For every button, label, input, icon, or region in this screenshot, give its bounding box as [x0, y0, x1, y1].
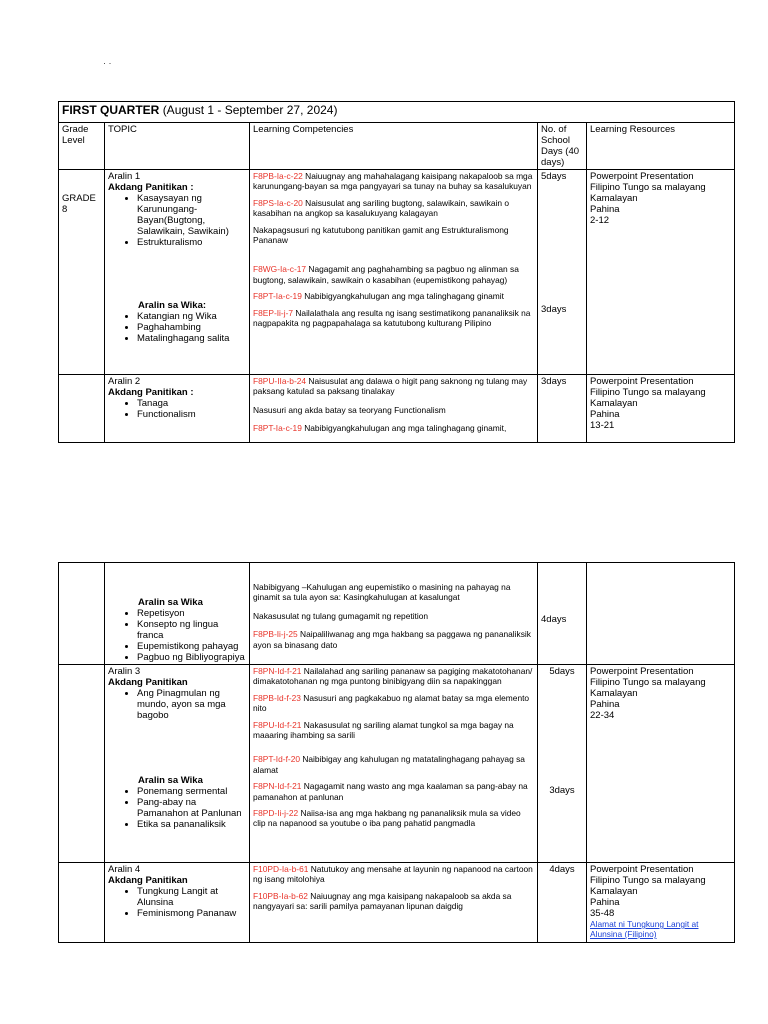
competencies-cell	[250, 665, 538, 863]
competency-text: Natutukoy ang mensahe at layunin ng napanood na cartoon ng isang mitolohiya	[253, 864, 533, 885]
panitikan-list	[108, 886, 246, 919]
resource-line: Filipino Tungo sa malayang Kamalayan	[590, 875, 706, 897]
list-item: • Matalinghagang salita	[137, 333, 246, 344]
competency-item	[253, 308, 534, 329]
quarter-label: FIRST QUARTER	[62, 103, 160, 117]
list-item: • Paghahambing	[137, 322, 246, 333]
competency-code: F8PU-IIa-b-24	[253, 376, 307, 386]
resource-line: Pahina	[590, 699, 620, 710]
list-item: • Estrukturalismo	[137, 237, 246, 248]
days-cell	[538, 863, 587, 943]
days-value: 5days	[549, 666, 575, 677]
resources-cell	[587, 665, 735, 863]
days-value: 3days	[541, 376, 567, 387]
competency-text: Nagagamit nang wasto ang mga kaalaman sa pang-abay na pamanahon at panlunan	[253, 781, 528, 802]
panitikan-title: Akdang Panitikan	[108, 677, 188, 688]
resource-line: Powerpoint Presentation	[590, 864, 694, 875]
competency-text: Nasusuri ang pagkakabuo ng alamat batay sa mga elemento nito	[253, 692, 530, 714]
competency-item	[253, 423, 534, 433]
competency-item	[253, 582, 534, 603]
competency-code: F8PB-Ii-j-25	[253, 629, 298, 640]
resource-line: Powerpoint Presentation	[590, 376, 694, 387]
competency-item	[253, 720, 534, 741]
wika-list	[108, 786, 246, 830]
competency-code: F8PB-Ia-c-22	[253, 171, 303, 181]
resource-line: 13-21	[590, 420, 615, 431]
days-cell	[538, 563, 587, 665]
table-row	[59, 563, 735, 665]
topic-cell	[105, 563, 250, 665]
list-item: • Feminismong Pananaw	[137, 908, 246, 919]
competencies-cell	[250, 170, 538, 375]
competency-item	[253, 629, 534, 650]
list-item: • Eupemistikong pahayag	[137, 641, 246, 652]
competency-text: Nabibigyangkahulugan ang mga talinghagang ginamit	[301, 291, 504, 302]
quarter-title	[59, 102, 735, 123]
days-cell	[538, 665, 587, 863]
table-row	[59, 170, 735, 375]
video-link[interactable]: Alamat ni Tungkung Langit at Alunsina (Filipino)	[590, 919, 699, 939]
resource-line: Pahina	[590, 204, 620, 215]
resource-line: Powerpoint Presentation	[590, 171, 694, 182]
panitikan-title: Akdang Panitikan	[108, 875, 188, 886]
competency-text: Naipaliliwanag ang mga hakbang sa paggawa ng pananaliksik ayon sa binasang dato	[253, 629, 531, 650]
panitikan-list	[108, 688, 246, 721]
resources-cell	[587, 375, 735, 443]
list-item: • Konsepto ng lingua franca	[137, 619, 246, 641]
resource-line: 35-48	[590, 908, 615, 919]
header-topic: TOPIC	[105, 123, 250, 170]
competency-item	[253, 264, 534, 285]
competency-text: Naisusulat ang dalawa o higit pang saknong ng tulang may paksang katulad sa paksang tinalakay	[253, 376, 528, 397]
competency-code: F10PD-Ia-b-61	[253, 864, 309, 874]
competency-text: Nakapagsusuri ng katutubong panitikan gamit ang Estrukturalismong Pananaw	[253, 224, 509, 246]
competency-code: F8WG-Ia-c-17	[253, 264, 307, 275]
grade-label: GRADE 8	[62, 193, 96, 215]
stray-mark: · ·	[103, 58, 112, 68]
competency-text: Nakasusulat ng sariling alamat tungkol sa mga bagay na maaaring ihambing sa sarili	[253, 719, 514, 741]
resource-line: Filipino Tungo sa malayang Kamalayan	[590, 182, 706, 204]
list-item: • Pang-abay na Pamanahon at Panlunan	[137, 797, 246, 819]
competency-item	[253, 781, 534, 802]
resource-line: Pahina	[590, 409, 620, 420]
competency-item	[253, 225, 534, 246]
competency-text: Naiuugnay ang mga kaisipang nakapaloob sa akda sa nangyayari sa: sarili pamilya pamayanan lipunan daigdig	[253, 890, 512, 912]
days-value: 5days	[541, 171, 567, 182]
competency-text: Naibibigay ang kahulugan ng matatalinghagang pahayag sa alamat	[253, 754, 525, 775]
competency-code: F8PU-Id-f-21	[253, 719, 302, 730]
competency-code: F8EP-Ii-j-7	[253, 307, 294, 318]
competency-item	[253, 198, 534, 219]
list-item: • Tungkung Langit at Alunsina	[137, 886, 246, 908]
days-value: 3days	[549, 785, 575, 796]
competency-item	[253, 864, 534, 885]
resource-line: 22-34	[590, 710, 615, 721]
competency-item	[253, 808, 534, 829]
competency-item	[253, 405, 534, 415]
list-item: • Etika sa pananaliksik	[137, 819, 246, 830]
quarter-header-row	[59, 102, 735, 123]
days-cell	[538, 170, 587, 375]
resource-line: Filipino Tungo sa malayang Kamalayan	[590, 387, 706, 409]
grade-cell	[59, 563, 105, 665]
resource-line: Filipino Tungo sa malayang Kamalayan	[590, 677, 706, 699]
header-resources: Learning Resources	[587, 123, 735, 170]
header-competencies: Learning Competencies	[250, 123, 538, 170]
days-value: 4days	[549, 864, 575, 875]
competency-text: Nailalathala ang resulta ng isang sestimatikong pananaliksik na nagpapakita ng pagpapahalaga sa katutubong kulturang Pilipino	[253, 307, 531, 329]
competency-item	[253, 666, 534, 687]
list-item: • Tanaga	[137, 398, 246, 409]
competency-code: F8PD-Ii-j-22	[253, 808, 299, 819]
aralin-label: Aralin 3	[108, 666, 141, 677]
resource-line: Powerpoint Presentation	[590, 666, 694, 677]
list-item: • Pagbuo ng Bibliyograpiya	[137, 652, 246, 663]
grade-cell	[59, 665, 105, 863]
resource-line: 2-12	[590, 215, 610, 226]
panitikan-list	[108, 193, 246, 248]
competency-code: F8PB-Id-f-23	[253, 692, 301, 703]
wika-title: Aralin sa Wika	[138, 775, 203, 786]
wika-title: Aralin sa Wika	[138, 597, 203, 608]
wika-list	[108, 608, 246, 663]
grade-cell	[59, 375, 105, 443]
header-days: No. of School Days (40 days)	[538, 123, 587, 170]
competency-text: Nabibigyangkahulugan ang mga talinghagang ginamit,	[301, 423, 507, 434]
competency-code: F8PS-Ia-c-20	[253, 197, 303, 208]
table-row	[59, 665, 735, 863]
competency-code: F10PB-Ia-b-62	[253, 890, 308, 901]
column-header-row	[59, 123, 735, 170]
wika-list	[108, 311, 246, 344]
competency-item	[253, 754, 534, 775]
competency-text: Naiuugnay ang mahahalagang kaisipang nakapaloob sa mga karunungang-bayan sa mga pangyayari sa tunay na buhay sa kasalukuyan	[253, 171, 533, 192]
panitikan-title: Akdang Panitikan :	[108, 387, 194, 398]
competency-item	[253, 891, 534, 912]
topic-cell	[105, 375, 250, 443]
competency-item	[253, 611, 534, 621]
competencies-cell	[250, 375, 538, 443]
competency-code: F8PN-Id-f-21	[253, 781, 302, 792]
competency-item	[253, 693, 534, 714]
list-item: • Ponemang sermental	[137, 786, 246, 797]
competencies-cell	[250, 863, 538, 943]
days-value: 3days	[541, 304, 567, 315]
list-item: • Kasaysayan ng Karunungang-Bayan(Bugtong, Salawikain, Sawikain)	[137, 193, 246, 237]
wika-title: Aralin sa Wika:	[138, 300, 207, 311]
resources-cell	[587, 563, 735, 665]
list-item: • Ang Pinagmulan ng mundo, ayon sa mga bagobo	[137, 688, 246, 721]
aralin-label: Aralin 1	[108, 171, 141, 182]
panitikan-list	[108, 398, 246, 420]
grade-cell	[59, 170, 105, 375]
competency-text: Naisusulat ang sariling bugtong, salawikain, sawikain o kasabihan na angkop sa kasalukuyang kalagayan	[253, 197, 510, 219]
table-row	[59, 375, 735, 443]
aralin-label: Aralin 4	[108, 864, 141, 875]
competency-code: F8PT-Id-f-20	[253, 754, 301, 765]
days-cell	[538, 375, 587, 443]
table-row	[59, 863, 735, 943]
panitikan-title: Akdang Panitikan :	[108, 182, 194, 193]
header-grade: Grade Level	[59, 123, 105, 170]
days-value: 4days	[541, 614, 567, 625]
resources-cell	[587, 863, 735, 943]
resource-line: Pahina	[590, 897, 620, 908]
lesson-plan-table-1	[58, 101, 735, 443]
competency-item	[253, 376, 534, 397]
competency-item	[253, 291, 534, 301]
topic-cell	[105, 665, 250, 863]
competency-text: Naiisa-isa ang mga hakbang ng pananaliksik mula sa video clip na napanood sa youtube o iba pang pahatid pangmadla	[253, 808, 521, 829]
list-item: • Katangian ng Wika	[137, 311, 246, 322]
competency-code: F8PT-Ia-c-19	[253, 291, 302, 302]
lesson-plan-table-2	[58, 562, 735, 943]
list-item: • Repetisyon	[137, 608, 246, 619]
competency-text: Nailalahad ang sariling pananaw sa pagiging makatotohanan/ dimakatotohanan ng mga puntong binibigyang diin sa napakinggan	[253, 666, 533, 687]
competency-text: Nabibigyang –Kahulugan ang eupemistiko o masining na pahayag na ginamit sa tula ayon sa: Kasingkahulugan at kasalungat	[253, 582, 511, 603]
quarter-dates: (August 1 - September 27, 2024)	[162, 103, 338, 117]
aralin-label: Aralin 2	[108, 376, 141, 387]
competency-text: Nasusuri ang akda batay sa teoryang Functionalism	[253, 404, 446, 415]
competency-code: F8PT-Ia-c-19	[253, 423, 302, 434]
grade-cell	[59, 863, 105, 943]
list-item: • Functionalism	[137, 409, 246, 420]
competency-code: F8PN-Id-f-21	[253, 666, 302, 676]
competencies-cell	[250, 563, 538, 665]
competency-item	[253, 171, 534, 192]
topic-cell	[105, 863, 250, 943]
competency-text: Nakasusulat ng tulang gumagamit ng repetition	[253, 610, 429, 621]
competency-text: Nagagamit ang paghahambing sa pagbuo ng alinman sa bugtong, salawikain, sawikain o kasabihan (eupemistikong pahayag)	[253, 264, 519, 285]
resources-cell	[587, 170, 735, 375]
topic-cell	[105, 170, 250, 375]
